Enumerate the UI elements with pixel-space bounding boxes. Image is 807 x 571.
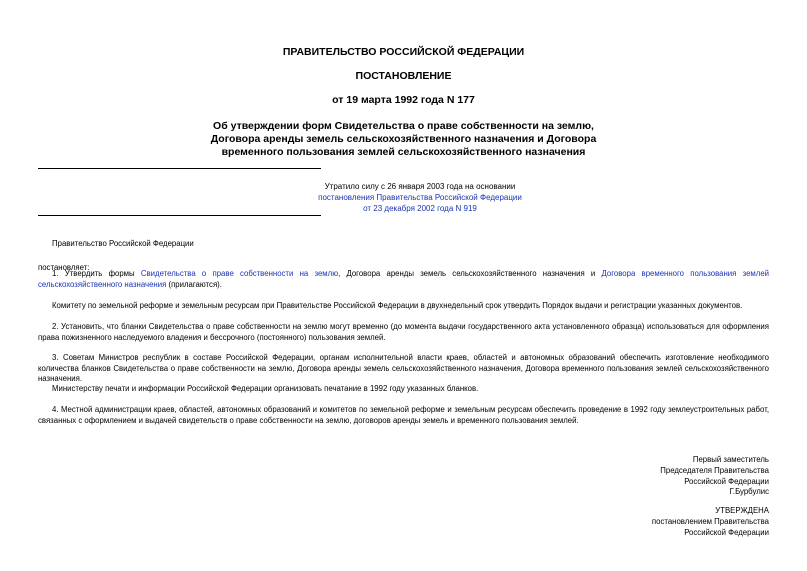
item1-text-start: 1. Утвердить формы xyxy=(52,269,141,278)
item1-text-end: (прилагаются). xyxy=(166,279,222,289)
document-type-heading: ПОСТАНОВЛЕНИЕ xyxy=(355,70,452,82)
repeal-decree-link[interactable]: постановления Правительства Российской Федерации xyxy=(318,193,522,202)
title-line-2: Договора аренды земель сельскохозяйственного назначения и Договора xyxy=(210,133,597,145)
repeal-status-text: Утратило силу с 26 января 2003 года на основании xyxy=(324,182,516,191)
body-item-1 xyxy=(38,269,769,290)
body-item-3: 3. Советам Министров республик в составе Российской Федерации, органам исполнительной власти краев, областей и автономных образований обеспечить изготовление необходимого количества бланков Свидетельства о праве собственности на землю, Договора аренды земель сельскохозяйственного назначения, Договора временного пользования землей сельскохозяйственного назначения. xyxy=(38,353,769,383)
title-line-3: временного пользования землей сельскохозяйственного назначения xyxy=(221,146,586,158)
body-government: Правительство Российской Федерации xyxy=(52,239,194,248)
government-heading: ПРАВИТЕЛЬСТВО РОССИЙСКОЙ ФЕДЕРАЦИИ xyxy=(282,46,525,58)
item1-text-middle: , Договора аренды земель сельскохозяйственного назначения и xyxy=(338,269,602,278)
document-title xyxy=(150,120,657,159)
title-line-1: Об утверждении форм Свидетельства о праве собственности на землю, xyxy=(213,120,594,132)
approved-line-2: постановлением Правительства xyxy=(651,516,769,526)
signature-block xyxy=(660,455,769,498)
body-item-4: 4. Местной администрации краев, областей, автономных образований и комитетов по земельной реформе и земельным ресурсам обеспечить проведение в 1992 году землеустроительных работ, связанных с оформлением и выдачей свидетельств о праве собственности на землю, договоров аренды земель и временного пользования землей. xyxy=(38,405,769,425)
repeal-status-note xyxy=(250,181,590,214)
approved-line-1: УТВЕРЖДЕНА xyxy=(715,506,769,515)
body-committee: Комитету по земельной реформе и земельным ресурсам при Правительстве Российской Федерации в двухнедельный срок утвердить Порядок выдачи и регистрации указанных документов. xyxy=(52,301,743,310)
signature-line-3: Российской Федерации xyxy=(684,476,769,486)
body-item-2: 2. Установить, что бланки Свидетельства о праве собственности на землю могут временно (до момента выдачи государственного акта установленного образца) использоваться для оформления права пожизненного наследуемого владения и бессрочного (постоянного) пользования землей. xyxy=(38,322,769,342)
body-ministry: Министерству печати и информации Российской Федерации организовать печатание в 1992 году указанных бланков. xyxy=(52,384,479,393)
date-number-heading: от 19 марта 1992 года N 177 xyxy=(332,94,475,106)
bottom-divider xyxy=(38,215,321,216)
signature-line-2: Председателя Правительства xyxy=(660,465,769,475)
signature-line-1: Первый заместитель xyxy=(692,455,769,464)
body-resolves: постановляет: xyxy=(38,263,90,272)
approved-block xyxy=(652,506,769,538)
repeal-decree-date-link[interactable]: от 23 декабря 2002 года N 919 xyxy=(363,204,477,213)
certificate-form-link[interactable]: Свидетельства о праве собственности на землю xyxy=(140,269,339,278)
approved-line-3: Российской Федерации xyxy=(684,527,769,537)
top-divider xyxy=(38,168,321,169)
signature-name: Г.Бурбулис xyxy=(729,487,769,497)
temporary-use-contract-link[interactable]: Договора временного пользования землей сельскохозяйственного назначения xyxy=(38,269,770,289)
